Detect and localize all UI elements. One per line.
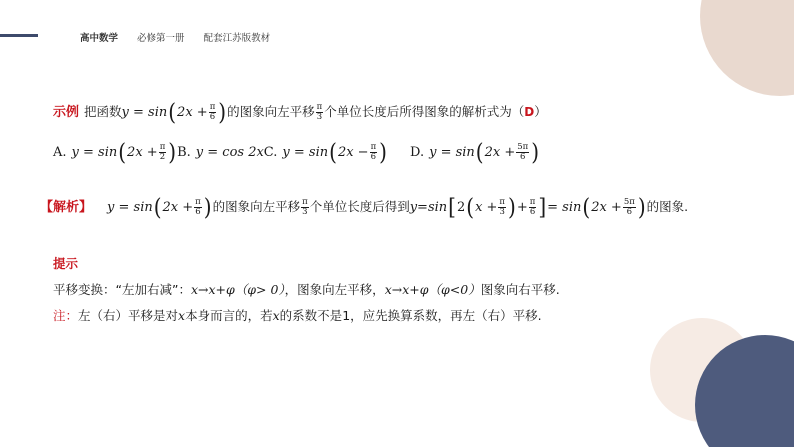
option-d: D. y = sin ( 2x + $\frac{5\pi}{6}$ ) bbox=[410, 138, 540, 167]
decor-circle-top bbox=[700, 0, 794, 96]
option-a-label: A. bbox=[53, 144, 67, 160]
example-inner: 2x + bbox=[177, 104, 208, 120]
header bbox=[80, 30, 270, 44]
option-c-label: C. bbox=[263, 144, 278, 160]
example-line: 示例 把函数 y = sin ( 2x + $\frac{\pi}{6}$ ) 的图象向左平移 $\frac{\pi}{3}$ 个单位长度后所得图象的解析式为（ D ） bbox=[53, 98, 547, 127]
example-frac: $\frac{\pi}{6}$ bbox=[209, 102, 216, 122]
example-shift: $\frac{\pi}{3}$ bbox=[316, 102, 323, 122]
example-close: ） bbox=[534, 104, 547, 120]
option-a-frac: $\frac{\pi}{2}$ bbox=[159, 142, 166, 162]
option-c-frac: $\frac{\pi}{6}$ bbox=[370, 142, 377, 162]
note-label: 注： bbox=[53, 308, 79, 323]
option-a-expr: y = sin bbox=[71, 144, 118, 160]
option-d-label: D. bbox=[410, 144, 425, 160]
option-b-expr: y = cos 2x bbox=[195, 144, 264, 160]
example-func: y = sin bbox=[121, 104, 168, 120]
hint-line-1: 平移变换：“左加右减”：x→x+φ（φ> 0），图象向左平移，x→x+φ（φ<0）图象向右平移. bbox=[53, 282, 560, 297]
header-volume: 必修第一册 bbox=[137, 33, 185, 44]
options-line: A. y = sin ( 2x + $\frac{\pi}{2}$ ) B. y = cos 2x C. y = sin ( 2x − $\frac{\pi}{6}$ ) bbox=[53, 138, 387, 167]
hint-label: 提示 bbox=[53, 256, 79, 271]
header-edition: 配套江苏版教材 bbox=[203, 33, 271, 44]
option-d-expr: y = sin bbox=[429, 144, 475, 160]
example-label: 示例 bbox=[53, 104, 80, 120]
analysis-line: 【解析】 y = sin ( 2x + $\frac{\pi}{6}$ ) 的图象向左平移 $\frac{\pi}{3}$ 个单位长度后得到 y=sin [ 2 ( x + $\frac{\pi}{3}$ ) + $\frac{\pi}{6}$ ] = sin ( 2x + $\frac{5\pi}{6}$ ) 的图象. bbox=[40, 193, 689, 222]
example-mid: 的图象向左平移 bbox=[227, 104, 315, 120]
example-answer: D bbox=[524, 105, 535, 120]
option-c-expr: y = sin bbox=[282, 144, 329, 160]
option-d-frac: $\frac{5\pi}{6}$ bbox=[517, 142, 529, 162]
analysis-label: 【解析】 bbox=[40, 199, 93, 215]
option-b-label: B. bbox=[177, 144, 191, 160]
example-tail: 个单位长度后所得图象的解析式为（ bbox=[324, 104, 525, 120]
example-intro: 把函数 bbox=[84, 104, 122, 120]
header-series: 高中数学 bbox=[80, 33, 119, 44]
hint-line-2: 注：左（右）平移是对x本身而言的，若x的系数不是1，应先换算系数，再左（右）平移. bbox=[53, 308, 542, 323]
header-accent-bar bbox=[0, 34, 38, 37]
